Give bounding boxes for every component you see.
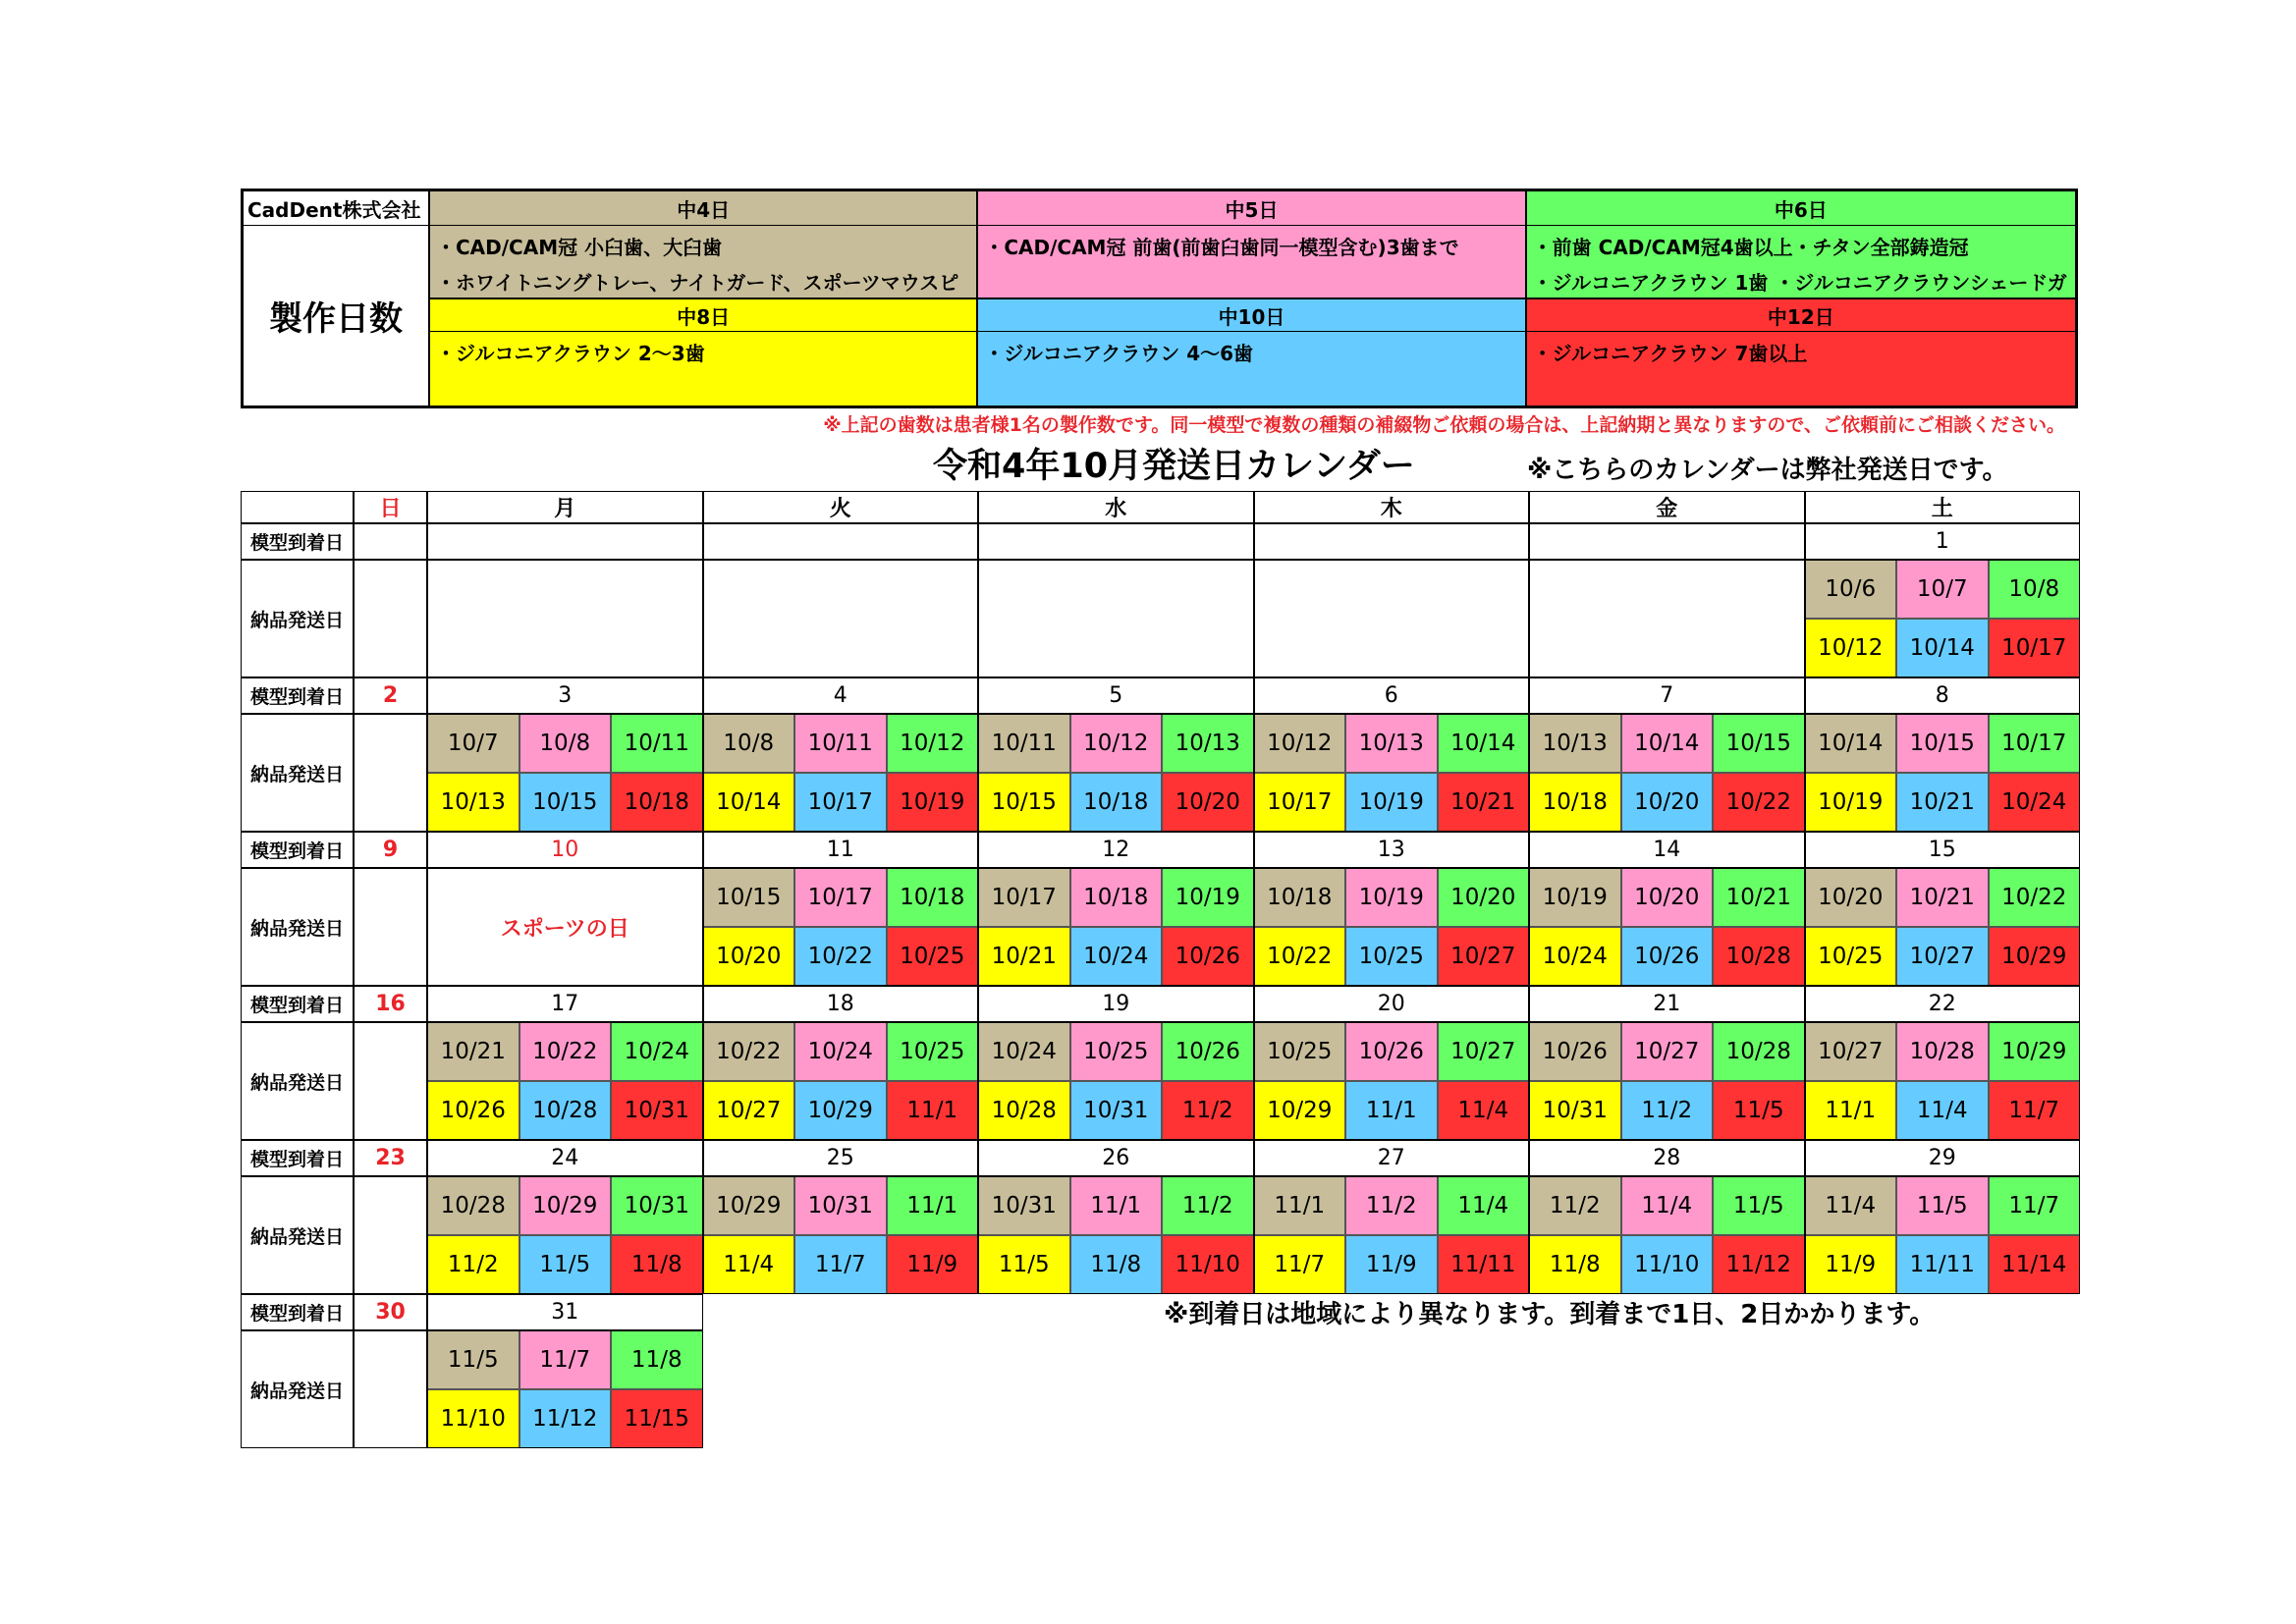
shipping-date-cell: 11/5 (519, 1235, 612, 1294)
shipping-empty-cell (427, 560, 703, 677)
shipping-date-cell: 10/17 (1989, 714, 2081, 773)
shipping-date-cell: 11/11 (1438, 1235, 1530, 1294)
shipping-date-cell: 10/6 (1805, 560, 1897, 619)
shipping-date-cell: 11/10 (1621, 1235, 1714, 1294)
arrival-date (1254, 523, 1530, 560)
shipping-date-cell: 10/20 (703, 927, 795, 986)
shipping-date-cell: 11/1 (1070, 1176, 1163, 1235)
arrival-date: 5 (978, 677, 1254, 714)
shipping-date-cell: 10/27 (1438, 1022, 1530, 1081)
weekday-header: 火 (703, 491, 979, 523)
category-body-5days (978, 226, 1526, 298)
shipping-date-cell: 10/22 (519, 1022, 612, 1081)
arrival-date: 26 (978, 1140, 1254, 1176)
arrival-date: 20 (1254, 986, 1530, 1022)
shipping-date-cell: 10/8 (519, 714, 612, 773)
category-head-6days: 中6日 (1527, 191, 2075, 226)
shipping-day-frame (703, 1176, 979, 1294)
arrival-date: 12 (978, 832, 1254, 868)
shipping-date-cell: 11/8 (611, 1330, 703, 1389)
shipping-date-cell: 11/8 (611, 1235, 703, 1294)
shipping-day-frame (1529, 714, 1805, 832)
shipping-date-cell: 10/24 (1070, 927, 1163, 986)
shipping-empty-cell (1254, 560, 1530, 677)
shipping-date-cell: 10/17 (794, 868, 887, 927)
sunday-date: 2 (354, 677, 427, 714)
shipping-day-frame (1254, 868, 1530, 986)
category-head-8days: 中8日 (430, 298, 978, 332)
category-item: ・ジルコニアクラウン 7歯以上 (1532, 342, 1808, 365)
shipping-date-cell: 11/2 (1621, 1081, 1714, 1140)
arrival-date: 14 (1529, 832, 1805, 868)
shipping-day-frame (1529, 1022, 1805, 1140)
shipping-date-cell: 11/1 (887, 1176, 979, 1235)
arrival-row-label: 模型到着日 (241, 832, 354, 868)
shipping-date-cell: 10/20 (1162, 773, 1254, 832)
shipping-date-cell: 11/1 (1254, 1176, 1346, 1235)
sunday-shipping-blank (354, 1330, 427, 1448)
shipping-date-cell: 10/25 (1805, 927, 1897, 986)
shipping-date-cell: 11/1 (1805, 1081, 1897, 1140)
sunday-shipping-blank (354, 868, 427, 986)
shipping-day-frame (978, 714, 1254, 832)
shipping-day-frame (1254, 1176, 1530, 1294)
shipping-day-frame (1529, 1176, 1805, 1294)
shipping-date-cell: 11/7 (1989, 1176, 2081, 1235)
shipping-date-cell: 11/1 (1345, 1081, 1438, 1140)
shipping-day-frame (1805, 868, 2081, 986)
arrival-date: 22 (1805, 986, 2081, 1022)
arrival-date: 21 (1529, 986, 1805, 1022)
shipping-date-cell: 11/5 (1896, 1176, 1989, 1235)
shipping-date-cell: 10/13 (1345, 714, 1438, 773)
weekday-header: 金 (1529, 491, 1805, 523)
shipping-date-cell: 10/17 (794, 773, 887, 832)
shipping-date-cell: 10/24 (1529, 927, 1621, 986)
shipping-date-cell: 10/19 (1529, 868, 1621, 927)
shipping-row-label: 納品発送日 (241, 868, 354, 986)
arrival-date: 18 (703, 986, 979, 1022)
sunday-shipping-blank (354, 1176, 427, 1294)
shipping-date-cell: 10/17 (1254, 773, 1346, 832)
shipping-date-cell: 11/9 (1805, 1235, 1897, 1294)
category-item: ・CAD/CAM冠 小臼歯、大臼歯 (436, 236, 723, 259)
arrival-date: 7 (1529, 677, 1805, 714)
shipping-date-cell: 10/28 (519, 1081, 612, 1140)
shipping-date-cell: 11/5 (1713, 1081, 1805, 1140)
shipping-date-cell: 10/27 (1896, 927, 1989, 986)
shipping-date-cell: 10/18 (1070, 868, 1163, 927)
shipping-date-cell: 10/11 (978, 714, 1070, 773)
shipping-date-cell: 10/18 (1254, 868, 1346, 927)
calendar-note: ※こちらのカレンダーは弊社発送日です。 (1527, 456, 2008, 485)
shipping-date-cell: 10/21 (1896, 773, 1989, 832)
calendar-title: 令和4年10月発送日カレンダー (933, 447, 1415, 486)
shipping-date-cell: 10/28 (978, 1081, 1070, 1140)
shipping-day-frame (427, 1022, 703, 1140)
arrival-date: 1 (1805, 523, 2081, 560)
category-head-4days: 中4日 (430, 191, 978, 226)
shipping-date-cell: 10/15 (703, 868, 795, 927)
shipping-date-cell: 10/27 (1805, 1022, 1897, 1081)
arrival-date: 8 (1805, 677, 2081, 714)
arrival-date (978, 523, 1254, 560)
shipping-day-frame (1529, 868, 1805, 986)
weekday-header: 月 (427, 491, 703, 523)
shipping-date-cell: 10/7 (1896, 560, 1989, 619)
shipping-date-cell: 10/15 (519, 773, 612, 832)
sunday-shipping-blank (354, 714, 427, 832)
arrival-row-label: 模型到着日 (241, 1294, 354, 1330)
shipping-date-cell: 10/20 (1621, 773, 1714, 832)
shipping-date-cell: 10/20 (1805, 868, 1897, 927)
arrival-date: 29 (1805, 1140, 2081, 1176)
arrival-date: 24 (427, 1140, 703, 1176)
shipping-empty-cell (1529, 560, 1805, 677)
shipping-day-frame (427, 1330, 703, 1448)
category-body-8days (430, 332, 978, 406)
arrival-row-label: 模型到着日 (241, 677, 354, 714)
arrival-date: 3 (427, 677, 703, 714)
shipping-date-cell: 10/8 (1989, 560, 2081, 619)
shipping-date-cell: 10/24 (1989, 773, 2081, 832)
sunday-date: 16 (354, 986, 427, 1022)
shipping-date-cell: 10/20 (1438, 868, 1530, 927)
shipping-day-frame (427, 714, 703, 832)
shipping-date-cell: 10/29 (794, 1081, 887, 1140)
calendar-corner-cell (241, 491, 354, 523)
shipping-date-cell: 10/17 (1989, 619, 2081, 677)
arrival-date: 19 (978, 986, 1254, 1022)
production-days-title: 製作日数 (244, 226, 430, 406)
shipping-date-cell: 11/12 (1713, 1235, 1805, 1294)
shipping-date-cell: 11/7 (519, 1330, 612, 1389)
arrival-date: 11 (703, 832, 979, 868)
shipping-date-cell: 10/29 (1989, 1022, 2081, 1081)
shipping-date-cell: 10/19 (1805, 773, 1897, 832)
shipping-row-label: 納品発送日 (241, 1330, 354, 1448)
shipping-date-cell: 11/5 (1713, 1176, 1805, 1235)
shipping-day-frame (1254, 1022, 1530, 1140)
shipping-day-frame (1805, 1022, 2081, 1140)
shipping-date-cell: 10/13 (427, 773, 519, 832)
shipping-date-cell: 10/31 (978, 1176, 1070, 1235)
shipping-day-frame (978, 1176, 1254, 1294)
category-head-12days: 中12日 (1527, 298, 2075, 332)
shipping-date-cell: 10/25 (887, 1022, 979, 1081)
shipping-date-cell: 10/21 (1713, 868, 1805, 927)
shipping-date-cell: 10/31 (1529, 1081, 1621, 1140)
arrival-date: 31 (427, 1294, 703, 1330)
shipping-date-cell: 10/24 (794, 1022, 887, 1081)
shipping-date-cell: 10/27 (703, 1081, 795, 1140)
shipping-row-label: 納品発送日 (241, 1022, 354, 1140)
shipping-date-cell: 11/4 (1805, 1176, 1897, 1235)
shipping-date-cell: 10/22 (1989, 868, 2081, 927)
shipping-date-cell: 10/28 (427, 1176, 519, 1235)
shipping-date-cell: 10/21 (1896, 868, 1989, 927)
shipping-date-cell: 11/4 (1621, 1176, 1714, 1235)
arrival-date: 15 (1805, 832, 2081, 868)
shipping-date-cell: 11/4 (1438, 1081, 1530, 1140)
shipping-date-cell: 10/14 (703, 773, 795, 832)
shipping-date-cell: 10/28 (1713, 1022, 1805, 1081)
shipping-date-cell: 11/8 (1070, 1235, 1163, 1294)
arrival-date: 27 (1254, 1140, 1530, 1176)
shipping-date-cell: 10/22 (1254, 927, 1346, 986)
shipping-date-cell: 10/28 (1896, 1022, 1989, 1081)
shipping-date-cell: 10/11 (794, 714, 887, 773)
shipping-row-label: 納品発送日 (241, 1176, 354, 1294)
shipping-date-cell: 11/2 (1345, 1176, 1438, 1235)
shipping-date-cell: 10/26 (1345, 1022, 1438, 1081)
arrival-row-label: 模型到着日 (241, 523, 354, 560)
arrival-note: ※到着日は地域により異なります。到着まで1日、2日かかります。 (1164, 1300, 1936, 1329)
sunday-shipping-blank (354, 560, 427, 677)
sunday-date: 30 (354, 1294, 427, 1330)
shipping-day-frame (978, 868, 1254, 986)
shipping-date-cell: 11/9 (887, 1235, 979, 1294)
shipping-date-cell: 10/31 (611, 1081, 703, 1140)
arrival-date: 13 (1254, 832, 1530, 868)
shipping-date-cell: 10/21 (978, 927, 1070, 986)
shipping-date-cell: 10/12 (1805, 619, 1897, 677)
shipping-empty-cell (703, 560, 979, 677)
arrival-date: 4 (703, 677, 979, 714)
shipping-date-cell: 11/5 (978, 1235, 1070, 1294)
shipping-date-cell: 10/18 (611, 773, 703, 832)
weekday-header: 木 (1254, 491, 1530, 523)
shipping-date-cell: 10/24 (978, 1022, 1070, 1081)
production-days-table (241, 189, 2078, 408)
holiday-label: スポーツの日 (427, 868, 703, 986)
shipping-date-cell: 10/25 (1254, 1022, 1346, 1081)
shipping-day-frame (703, 868, 979, 986)
shipping-date-cell: 10/29 (519, 1176, 612, 1235)
shipping-date-cell: 10/22 (1713, 773, 1805, 832)
shipping-date-cell: 11/12 (519, 1389, 612, 1448)
shipping-date-cell: 10/13 (1162, 714, 1254, 773)
shipping-date-cell: 11/4 (703, 1235, 795, 1294)
shipping-date-cell: 11/7 (1989, 1081, 2081, 1140)
shipping-day-frame (703, 714, 979, 832)
shipping-date-cell: 10/17 (978, 868, 1070, 927)
weekday-header: 土 (1805, 491, 2081, 523)
shipping-date-cell: 11/5 (427, 1330, 519, 1389)
shipping-day-frame (1805, 560, 2081, 677)
shipping-date-cell: 10/18 (887, 868, 979, 927)
shipping-day-frame (978, 1022, 1254, 1140)
shipping-date-cell: 10/12 (1254, 714, 1346, 773)
shipping-day-frame (1254, 714, 1530, 832)
shipping-date-cell: 11/11 (1896, 1235, 1989, 1294)
shipping-date-cell: 10/15 (1896, 714, 1989, 773)
shipping-date-cell: 10/18 (1070, 773, 1163, 832)
shipping-date-cell: 10/27 (1438, 927, 1530, 986)
shipping-day-frame (1805, 714, 2081, 832)
category-body-4days (430, 226, 978, 298)
sunday-date: 9 (354, 832, 427, 868)
shipping-date-cell: 11/10 (427, 1389, 519, 1448)
shipping-date-cell: 10/26 (1162, 927, 1254, 986)
shipping-date-cell: 11/8 (1529, 1235, 1621, 1294)
shipping-date-cell: 10/13 (1529, 714, 1621, 773)
shipping-row-label: 納品発送日 (241, 714, 354, 832)
arrival-date: 10 (427, 832, 703, 868)
shipping-date-cell: 10/22 (794, 927, 887, 986)
arrival-date: 28 (1529, 1140, 1805, 1176)
category-body-6days (1527, 226, 2075, 298)
shipping-date-cell: 10/26 (1162, 1022, 1254, 1081)
shipping-date-cell: 10/12 (887, 714, 979, 773)
shipping-date-cell: 11/7 (1254, 1235, 1346, 1294)
shipping-date-cell: 10/19 (1345, 868, 1438, 927)
shipping-date-cell: 10/25 (1345, 927, 1438, 986)
shipping-date-cell: 11/9 (1345, 1235, 1438, 1294)
arrival-date: 25 (703, 1140, 979, 1176)
shipping-date-cell: 10/19 (887, 773, 979, 832)
shipping-date-cell: 10/14 (1805, 714, 1897, 773)
shipping-date-cell: 11/4 (1896, 1081, 1989, 1140)
shipping-date-cell: 11/2 (1162, 1176, 1254, 1235)
shipping-date-cell: 11/15 (611, 1389, 703, 1448)
shipping-date-cell: 10/12 (1070, 714, 1163, 773)
category-item: ・ホワイトニングトレー、ナイトガード、スポーツマウスピ (436, 271, 959, 295)
arrival-row-label: 模型到着日 (241, 986, 354, 1022)
shipping-row-label: 納品発送日 (241, 560, 354, 677)
shipping-date-cell: 10/20 (1621, 868, 1714, 927)
shipping-date-cell: 11/2 (1162, 1081, 1254, 1140)
shipping-date-cell: 11/4 (1438, 1176, 1530, 1235)
category-head-5days: 中5日 (978, 191, 1526, 226)
shipping-date-cell: 10/19 (1162, 868, 1254, 927)
category-body-10days (978, 332, 1526, 406)
shipping-date-cell: 10/14 (1896, 619, 1989, 677)
shipping-date-cell: 10/27 (1621, 1022, 1714, 1081)
shipping-date-cell: 10/26 (1621, 927, 1714, 986)
shipping-date-cell: 10/25 (1070, 1022, 1163, 1081)
shipping-date-cell: 10/31 (1070, 1081, 1163, 1140)
arrival-date (1529, 523, 1805, 560)
shipping-date-cell: 10/26 (427, 1081, 519, 1140)
category-item: ・ジルコニアクラウン 2～3歯 (436, 342, 705, 365)
shipping-date-cell: 10/14 (1621, 714, 1714, 773)
shipping-date-cell: 11/2 (427, 1235, 519, 1294)
arrival-date (427, 523, 703, 560)
shipping-date-cell: 10/24 (611, 1022, 703, 1081)
production-note: ※上記の歯数は患者様1名の製作数です。同一模型で複数の種類の補綴物ご依頼の場合は、上記納期と異なりますので、ご依頼前にご相談ください。 (823, 414, 2065, 436)
shipping-date-cell: 11/10 (1162, 1235, 1254, 1294)
arrival-row-label: 模型到着日 (241, 1140, 354, 1176)
category-item: ・ジルコニアクラウン 1歯 ・ジルコニアクラウンシェードガ (1532, 271, 2067, 295)
category-item: ・ジルコニアクラウン 4～6歯 (984, 342, 1254, 365)
company-name: CadDent株式会社 (244, 191, 430, 226)
shipping-date-cell: 10/8 (703, 714, 795, 773)
shipping-date-cell: 10/31 (794, 1176, 887, 1235)
shipping-date-cell: 10/29 (1989, 927, 2081, 986)
shipping-date-cell: 10/15 (1713, 714, 1805, 773)
arrival-date: 17 (427, 986, 703, 1022)
weekday-header: 水 (978, 491, 1254, 523)
shipping-empty-cell (978, 560, 1254, 677)
category-body-12days (1527, 332, 2075, 406)
sunday-date (354, 523, 427, 560)
shipping-day-frame (703, 1022, 979, 1140)
shipping-date-cell: 10/11 (611, 714, 703, 773)
shipping-date-cell: 10/19 (1345, 773, 1438, 832)
shipping-date-cell: 10/25 (887, 927, 979, 986)
shipping-date-cell: 10/21 (1438, 773, 1530, 832)
shipping-date-cell: 10/26 (1529, 1022, 1621, 1081)
shipping-date-cell: 11/1 (887, 1081, 979, 1140)
shipping-date-cell: 11/14 (1989, 1235, 2081, 1294)
shipping-date-cell: 11/2 (1529, 1176, 1621, 1235)
shipping-date-cell: 10/29 (1254, 1081, 1346, 1140)
shipping-date-cell: 10/31 (611, 1176, 703, 1235)
category-head-10days: 中10日 (978, 298, 1526, 332)
shipping-date-cell: 10/15 (978, 773, 1070, 832)
category-item: ・CAD/CAM冠 前歯(前歯臼歯同一模型含む)3歯まで (984, 236, 1459, 259)
arrival-date: 6 (1254, 677, 1530, 714)
shipping-date-cell: 10/21 (427, 1022, 519, 1081)
weekday-header-sunday: 日 (354, 491, 427, 523)
shipping-day-frame (427, 1176, 703, 1294)
sunday-date: 23 (354, 1140, 427, 1176)
shipping-date-cell: 10/22 (703, 1022, 795, 1081)
shipping-date-cell: 11/7 (794, 1235, 887, 1294)
shipping-date-cell: 10/14 (1438, 714, 1530, 773)
sunday-shipping-blank (354, 1022, 427, 1140)
shipping-date-cell: 10/29 (703, 1176, 795, 1235)
category-item: ・前歯 CAD/CAM冠4歯以上・チタン全部鋳造冠 (1532, 236, 1969, 259)
shipping-date-cell: 10/18 (1529, 773, 1621, 832)
arrival-date (703, 523, 979, 560)
shipping-day-frame (1805, 1176, 2081, 1294)
shipping-date-cell: 10/7 (427, 714, 519, 773)
shipping-date-cell: 10/28 (1713, 927, 1805, 986)
